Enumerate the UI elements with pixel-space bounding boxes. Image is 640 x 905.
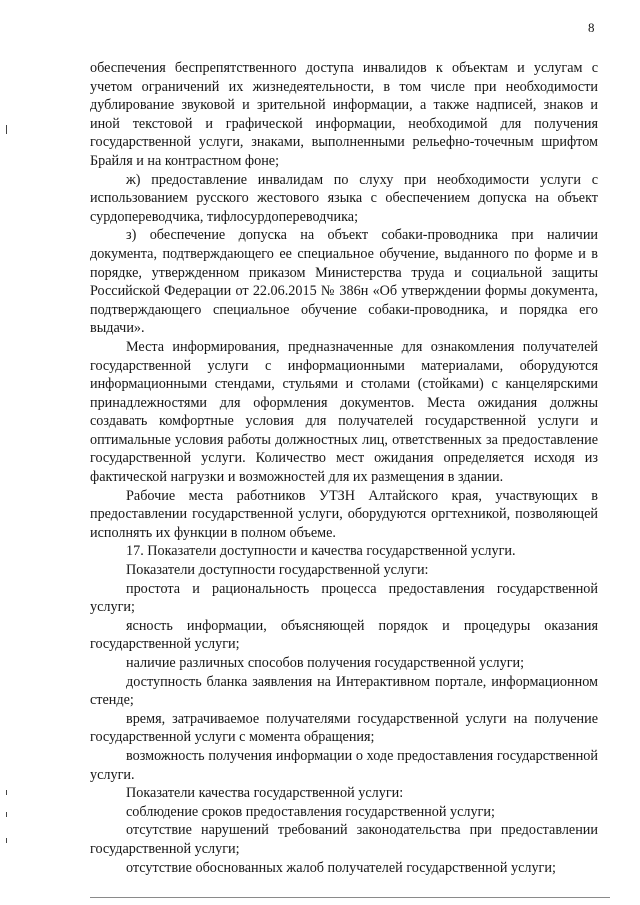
list-item: отсутствие обоснованных жалоб получателей государственной услуги;: [126, 859, 556, 876]
scan-edge-mark: [6, 790, 7, 795]
list-item: ясность информации, объясняющей порядок и процедуры оказания государственной услуги;: [90, 617, 598, 653]
list-item: отсутствие нарушений требований законодательства при предоставлении государственной услуги;: [90, 822, 598, 857]
list-heading: Показатели качества государственной услуги:: [126, 785, 404, 802]
list-item: соблюдение сроков предоставления государственной услуги;: [126, 803, 495, 820]
section-heading: 17. Показатели доступности и качества государственной услуги.: [126, 543, 516, 560]
list-item: возможность получения информации о ходе предоставления государственной услуги.: [90, 747, 598, 783]
list-item: наличие различных способов получения государственной услуги;: [126, 655, 525, 671]
page-number: 8: [588, 20, 595, 35]
paragraph: з) обеспечение допуска на объект собаки-проводника при наличии документа, подтверждающего ее специальное обучение, выданного по форме и в порядке, утвержденном приказом Министерства труда и социальной защиты Российской Федерации от 22.06.2015 № 386н «Об утверждении формы документа, подтверждающего специальное обучение собаки-проводника, и порядка его выдачи».: [90, 227, 598, 337]
page-bottom-edge: [90, 897, 610, 898]
list-item: время, затрачиваемое получателями государственной услуги на получение государственной услуги с момента обращения;: [90, 710, 598, 746]
paragraph: ж) предоставление инвалидам по слуху при необходимости услуги с использованием русского жестового языка с обеспечением допуска на объект сурдопереводчика, тифлосурдопереводчика;: [90, 171, 598, 225]
paragraph: Места информирования, предназначенные для ознакомления получателей государственной услуги с информационными материалами, оборудуются информационными стендами, стульями и столами (стойками) с канцелярскими принадлежностями для оформления документов. Места ожидания должны создавать комфортные условия для получателей государственной услуги и оптимальные условия работы должностных лиц, ответственных за предоставление государственной услуги. Количество мест ожидания определяется исходя из фактической нагрузки и возможностей для их размещения в здании.: [90, 338, 598, 486]
scan-edge-mark: [6, 125, 7, 134]
list-item: простота и рациональность процесса предоставления государственной услуги;: [90, 580, 598, 616]
list-heading: Показатели доступности государственной услуги:: [126, 562, 429, 579]
scan-edge-mark: [6, 838, 7, 843]
document-body: [90, 59, 598, 877]
paragraph: Рабочие места работников УТЗН Алтайского края, участвующих в предоставлении государственной услуги, оборудуются оргтехникой, позволяющей исполнять их функции в полном объеме.: [90, 487, 598, 541]
scan-edge-mark: [6, 812, 7, 817]
paragraph: обеспечения беспрепятственного доступа инвалидов к объектам и услугам с учетом ограничений их жизнедеятельности, в том числе при необходимости дублирование звуковой и зрительной информации, а также надписей, знаков и иной текстовой и графической информации, необходимой для получения государственной услуги, знаками, выполненными рельефно-точечным шрифтом Брайля и на контрастном фоне;: [90, 60, 598, 169]
list-item: доступность бланка заявления на Интерактивном портале, информационном стенде;: [90, 673, 598, 709]
